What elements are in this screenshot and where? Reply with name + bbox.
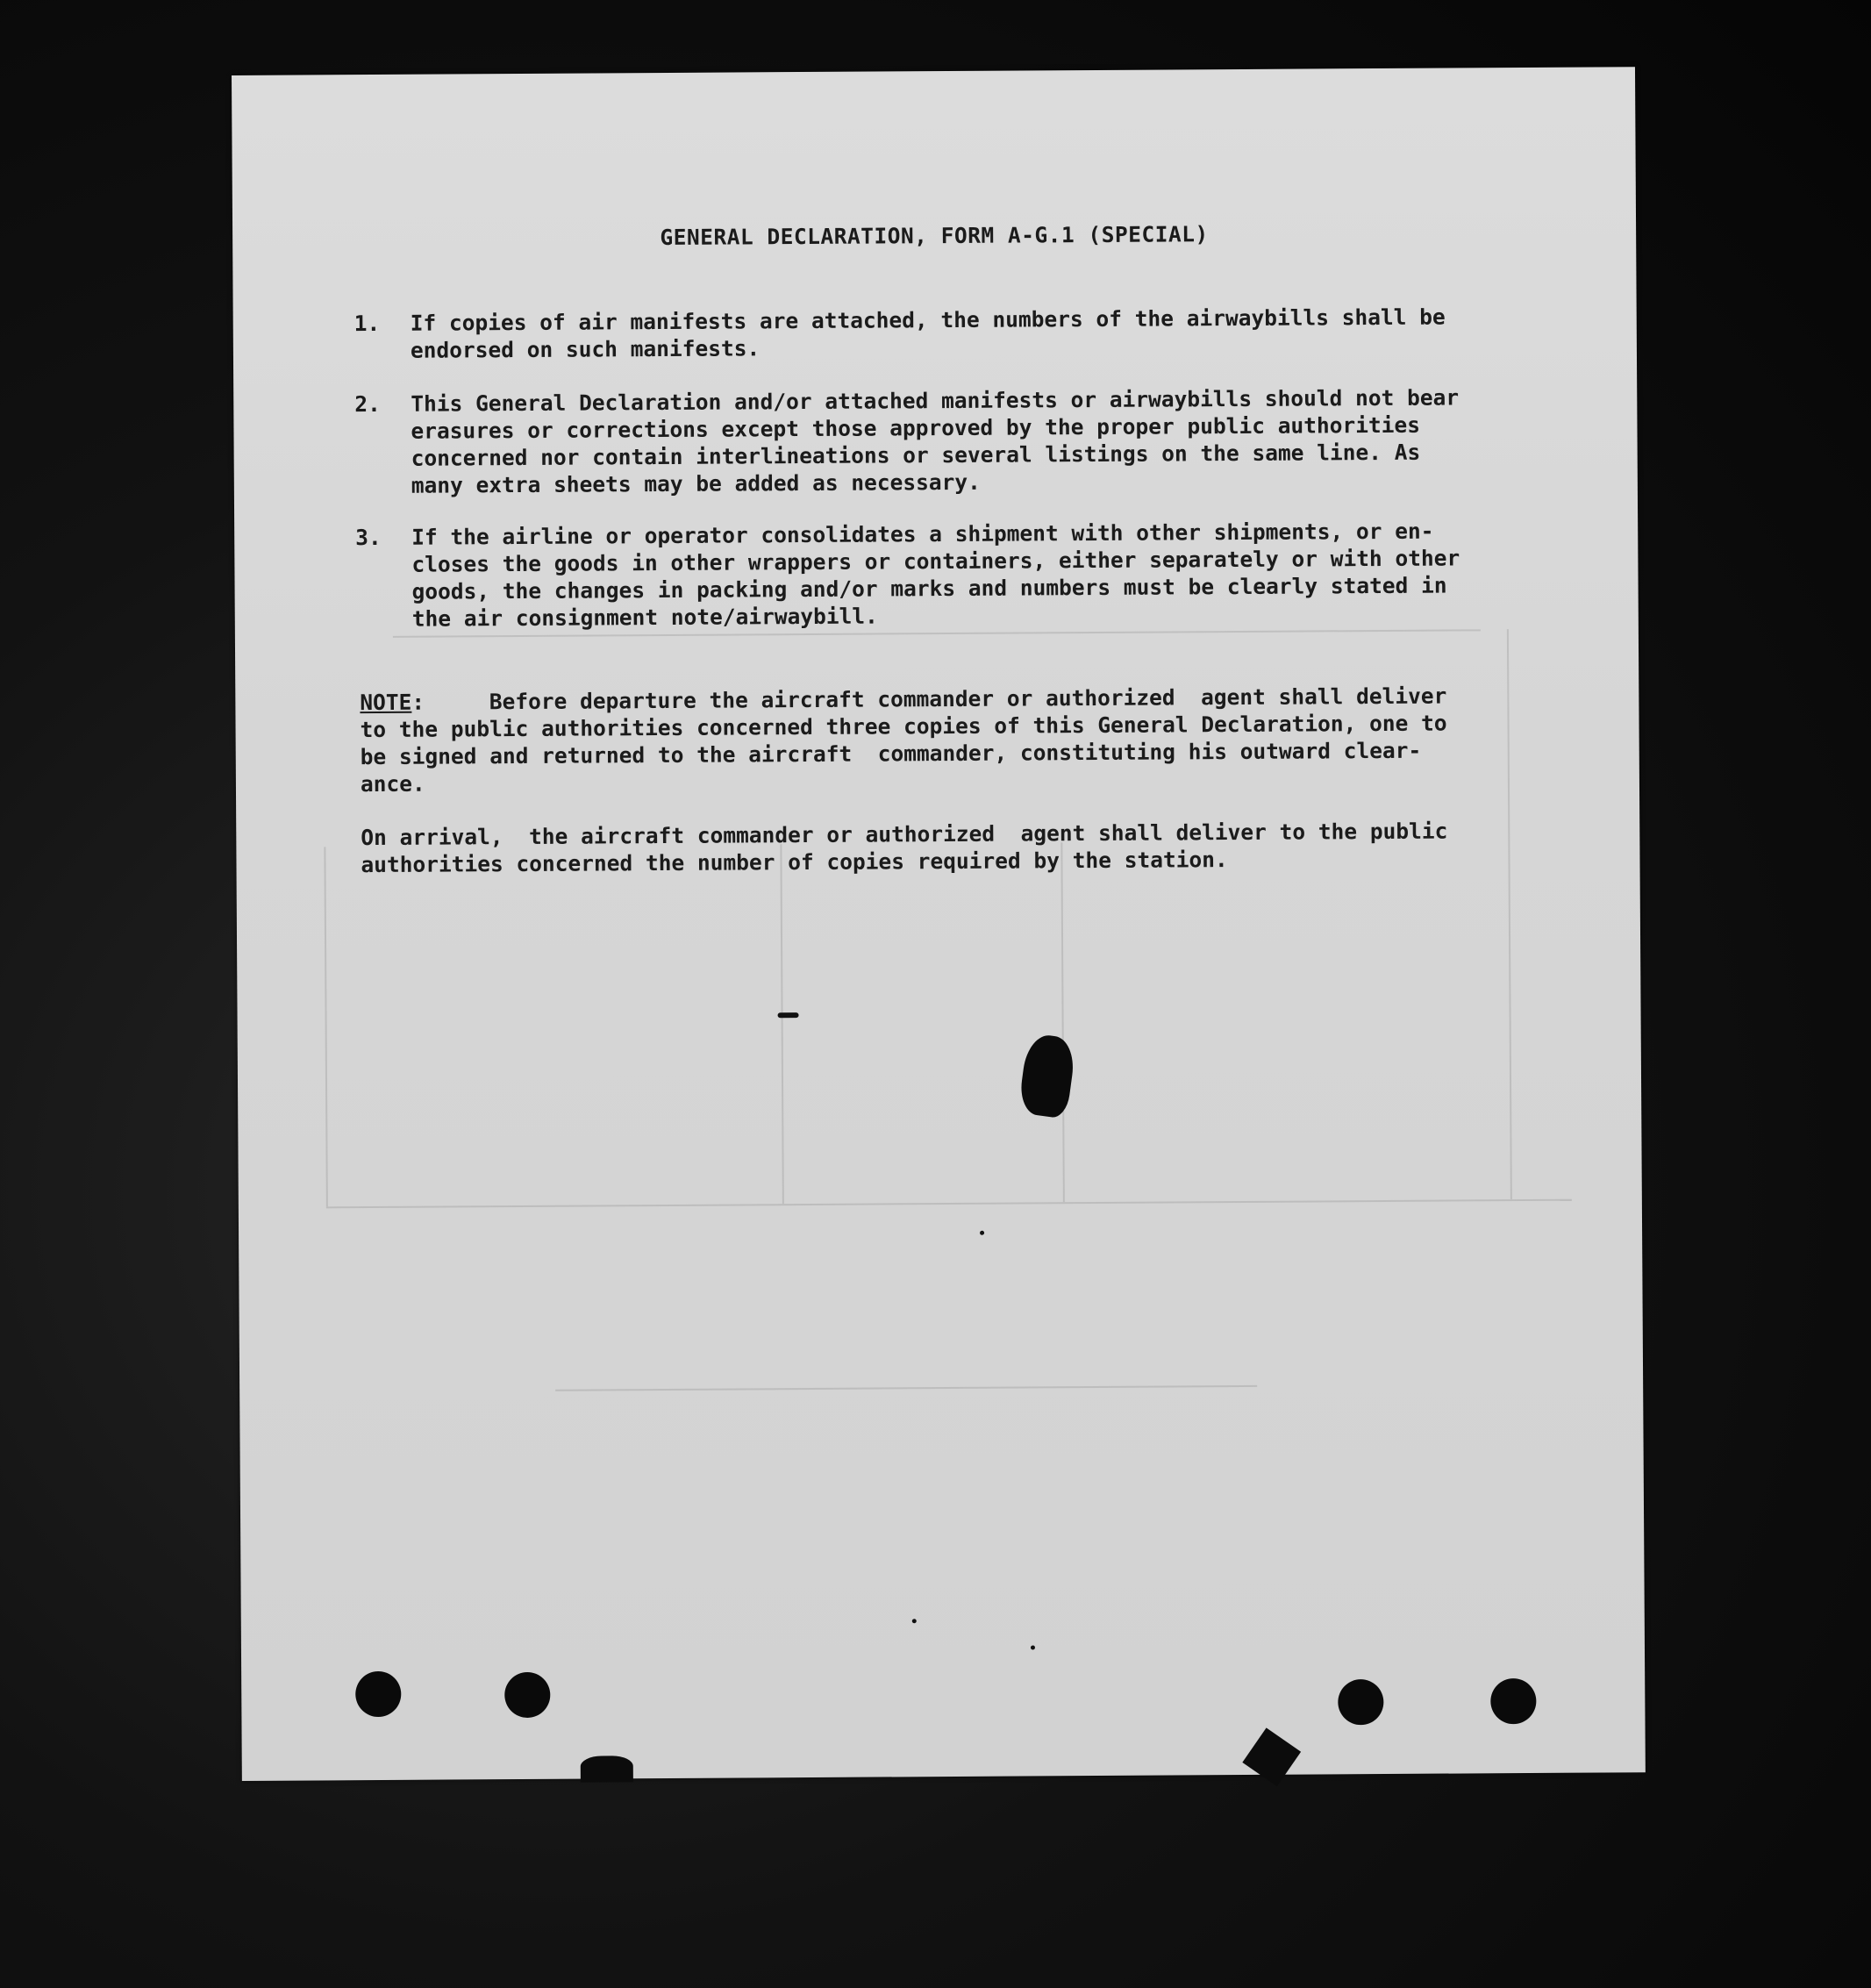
note-text: : Before departure the aircraft commander or authorized agent shall deliver (411, 683, 1447, 715)
item-line: closes the goods in other wrappers or containers, either separately or with other (411, 545, 1460, 577)
item-number: 3. (355, 524, 382, 551)
edge-tear (581, 1756, 633, 1782)
ink-speck (980, 1231, 984, 1235)
arrival-paragraph (361, 817, 1517, 878)
item-number: 1. (353, 310, 381, 337)
item-number: 2. (354, 390, 381, 418)
item-text (411, 383, 1513, 499)
instruction-item-3 (355, 517, 1513, 632)
punch-hole (1338, 1679, 1383, 1725)
note-paragraph (360, 682, 1517, 797)
instruction-item-1 (353, 303, 1512, 363)
note-line: ance. (360, 770, 425, 797)
item-text (411, 517, 1514, 633)
item-line: the air consignment note/airwaybill. (411, 603, 878, 632)
arrival-line: authorities concerned the number of copies required by the station. (361, 847, 1228, 878)
punch-hole (355, 1671, 401, 1717)
item-line: erasures or corrections except those approved by the proper public authorities (411, 411, 1421, 444)
item-line: If the airline or operator consolidates a shipment with other shipments, or en- (411, 518, 1434, 550)
note-label: NOTE (360, 689, 412, 716)
note-line: to the public authorities concerned three copies of this General Declaration, one to (360, 710, 1447, 743)
note-line: be signed and returned to the aircraft commander, constituting his outward clear- (360, 737, 1422, 770)
item-line: If copies of air manifests are attached, the numbers of the airwaybills shall be (410, 304, 1446, 336)
item-text (411, 303, 1512, 364)
item-line: concerned nor contain interlineations or several listings on the same line. As (411, 439, 1421, 471)
ink-speck (778, 1012, 799, 1018)
punch-hole (504, 1672, 550, 1718)
item-line: many extra sheets may be added as necessary. (411, 468, 981, 498)
punch-hole (1490, 1678, 1536, 1724)
ink-speck (912, 1619, 917, 1623)
ink-speck (1031, 1645, 1035, 1649)
item-line: goods, the changes in packing and/or marks and numbers must be clearly stated in (411, 572, 1447, 604)
instruction-item-2 (354, 383, 1512, 498)
item-line: This General Declaration and/or attached manifests or airwaybills should not bear (411, 384, 1460, 417)
item-line: endorsed on such manifests. (410, 335, 761, 363)
document-page (232, 67, 1646, 1781)
document-title: GENERAL DECLARATION, FORM A-G.1 (SPECIAL) (660, 221, 1209, 251)
document-text (232, 67, 1646, 1781)
arrival-line: On arrival, the aircraft commander or authorized agent shall deliver to the public (361, 818, 1448, 851)
